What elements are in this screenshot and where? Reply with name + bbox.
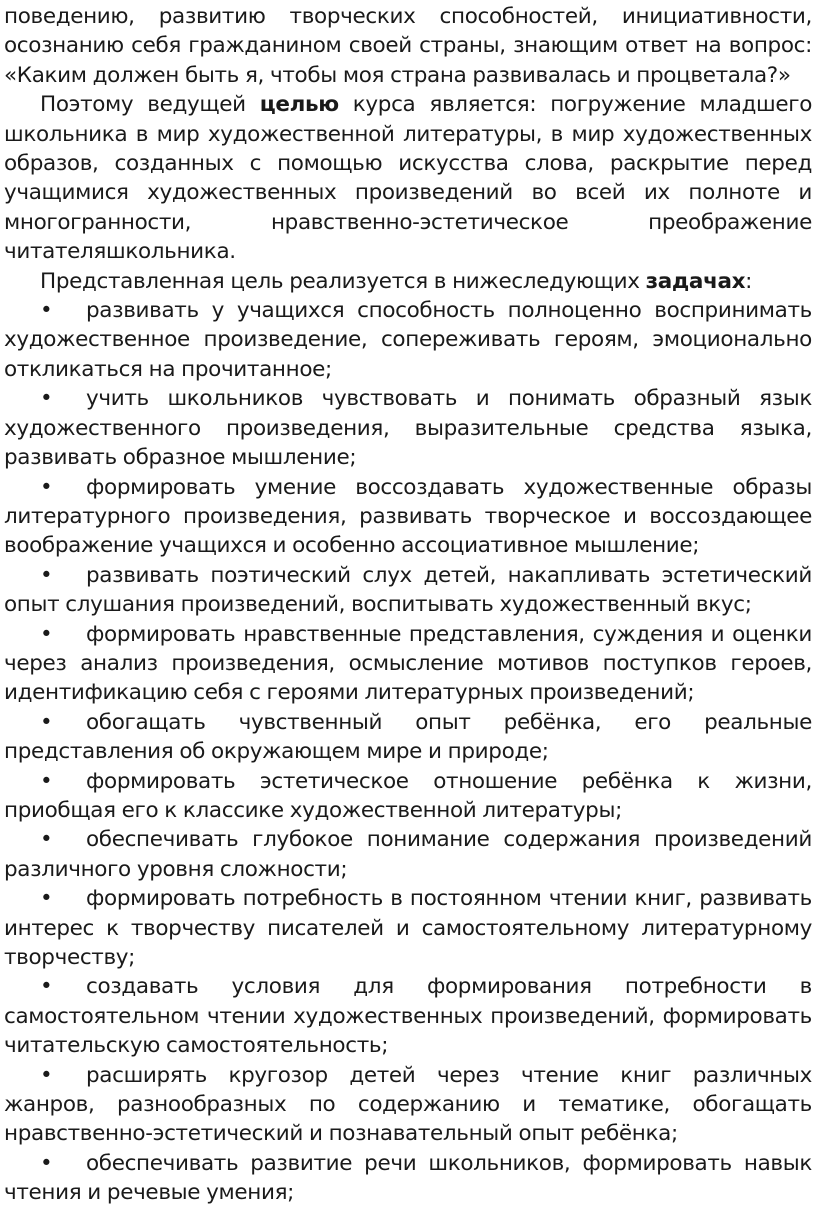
task-item — [4, 384, 812, 472]
bullet-icon: • — [40, 709, 53, 735]
goal-paragraph — [4, 90, 812, 266]
bullet-icon: • — [40, 298, 53, 324]
task-text: расширять кругозор детей через чтение книг различных жанров, разнообразных по содержанию и тематике, обогащать нравственно-эстетический и познавательный опыт ребёнка; — [4, 1062, 812, 1147]
task-item — [4, 1061, 812, 1149]
bullet-icon: • — [40, 621, 53, 647]
task-item — [4, 620, 812, 708]
bullet-icon: • — [40, 474, 53, 500]
tasks-list — [4, 296, 812, 1208]
task-item — [4, 767, 812, 826]
goal-text-after: курса является: погружение младшего школьника в мир художественной литературы, в мир художественных образов, созданных с помощью искусства слова, раскрытие перед учащимися художественных произведений во всей их полноте и многогранности, нравственно-эстетическое преображение читателяшкольника. — [4, 92, 812, 265]
task-text: формировать нравственные представления, суждения и оценки через анализ произведения, осмысление мотивов поступков героев, идентификацию себя с героями литературных произведений; — [4, 621, 812, 706]
task-item — [4, 708, 812, 767]
bullet-icon: • — [40, 974, 53, 1000]
task-text: обеспечивать развитие речи школьников, формировать навык чтения и речевые умения; — [4, 1150, 812, 1206]
task-item — [4, 473, 812, 561]
tasks-intro — [4, 267, 812, 296]
tasks-intro-before: Представленная цель реализуется в нижеследующих — [40, 268, 646, 294]
goal-emphasis: целью — [259, 92, 339, 118]
bullet-icon: • — [40, 1150, 53, 1176]
task-text: создавать условия для формирования потребности в самостоятельном чтении художественных произведений, формировать читательскую самостоятельность; — [4, 974, 812, 1059]
task-item — [4, 296, 812, 384]
task-text: развивать поэтический слух детей, накапливать эстетический опыт слушания произведений, воспитывать художественный вкус; — [4, 562, 812, 618]
task-item — [4, 1149, 812, 1208]
tasks-intro-after: : — [745, 268, 753, 294]
bullet-icon: • — [40, 827, 53, 853]
task-item — [4, 561, 812, 620]
task-text: обеспечивать глубокое понимание содержания произведений различного уровня сложности; — [4, 827, 812, 882]
task-text: формировать потребность в постоянном чтении книг, развивать интерес к творчеству писателей и самостоятельному литературному творчеству; — [4, 886, 812, 970]
goal-text-before: Поэтому ведущей — [40, 92, 260, 118]
tasks-emphasis: задачах — [645, 268, 746, 294]
bullet-icon: • — [40, 768, 53, 794]
bullet-icon: • — [40, 1062, 53, 1088]
task-item — [4, 825, 812, 884]
task-text: формировать умение воссоздавать художественные образы литературного произведения, развивать творческое и воссоздающее воображение учащихся и особенно ассоциативное мышление; — [4, 474, 812, 559]
task-text: обогащать чувственный опыт ребёнка, его реальные представления об окружающем мире и природе; — [4, 709, 812, 765]
continuation-paragraph: поведению, развитию творческих способностей, инициативности, осознанию себя гражданином своей страны, знающим ответ на вопрос: «Каким должен быть я, чтобы моя страна развивалась и процветала?» — [4, 4, 812, 88]
bullet-icon: • — [40, 386, 53, 412]
bullet-icon: • — [40, 562, 53, 588]
task-text: учить школьников чувствовать и понимать образный язык художественного произведения, выразительные средства языка, развивать образное мышление; — [4, 386, 812, 471]
task-item — [4, 884, 812, 972]
task-item — [4, 972, 812, 1060]
task-text: развивать у учащихся способность полноценно воспринимать художественное произведение, сопереживать героям, эмоционально откликаться на прочитанное; — [4, 298, 812, 382]
bullet-icon: • — [40, 886, 53, 912]
task-text: формировать эстетическое отношение ребёнка к жизни, приобщая его к классике художественной литературы; — [4, 768, 812, 823]
